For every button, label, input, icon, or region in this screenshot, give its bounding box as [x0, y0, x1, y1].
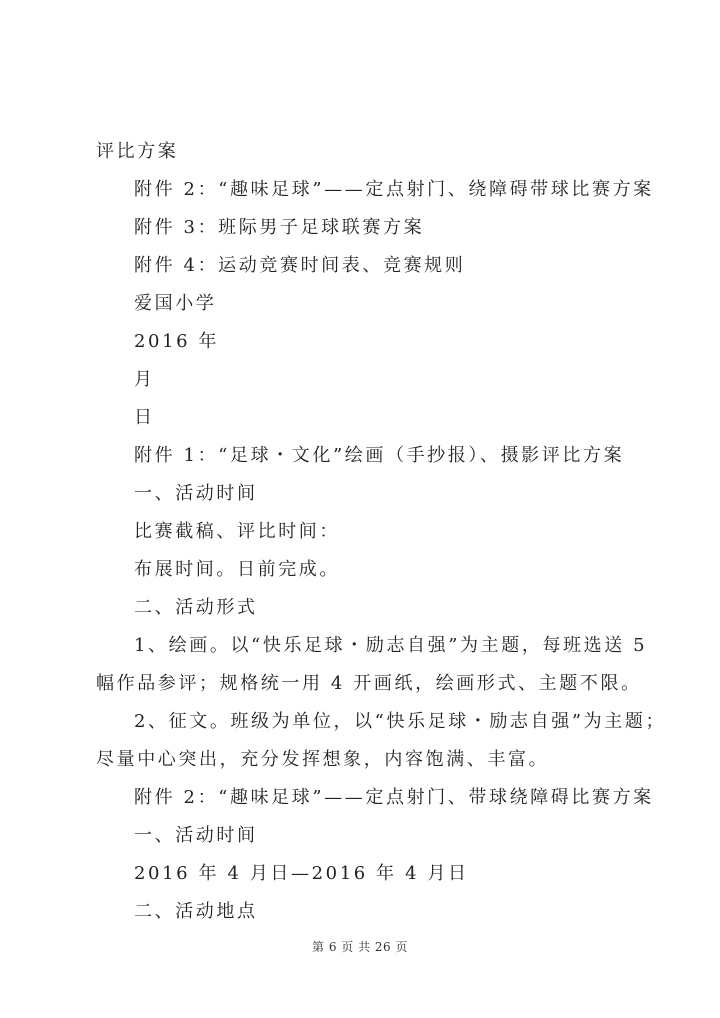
- text-line: 附件 1：“足球・文化”绘画（手抄报）、摄影评比方案: [134, 445, 625, 466]
- text-line: 爱国小学: [134, 293, 217, 314]
- text-line: 附件 2：“趣味足球”——定点射门、绕障碍带球比赛方案: [134, 179, 654, 200]
- text-line: 幅作品参评；规格统一用 4 开画纸，绘画形式、主题不限。: [96, 673, 642, 694]
- text-line: 1、绘画。以“快乐足球・励志自强”为主题，每班选送 5: [134, 635, 648, 656]
- text-line: 2、征文。班级为单位，以“快乐足球・励志自强”为主题；: [134, 711, 667, 732]
- text-line: 日: [134, 407, 155, 428]
- section-heading: 二、活动地点: [134, 901, 258, 922]
- text-line: 2016 年 4 月日—2016 年 4 月日: [134, 863, 469, 884]
- section-heading: 一、活动时间: [134, 825, 258, 846]
- text-line: 布展时间。日前完成。: [134, 559, 340, 580]
- text-line: 2016 年: [134, 331, 220, 352]
- page-number-footer: 第 6 页 共 26 页: [312, 940, 408, 954]
- text-line: 附件 3：班际男子足球联赛方案: [134, 217, 425, 238]
- document-body: [96, 133, 667, 931]
- text-line: 比赛截稿、评比时间：: [134, 521, 340, 542]
- text-line: 尽量中心突出，充分发挥想象，内容饱满、丰富。: [96, 749, 550, 770]
- text-line: 评比方案: [96, 141, 179, 162]
- text-line: 附件 2：“趣味足球”——定点射门、带球绕障碍比赛方案: [134, 787, 654, 808]
- section-heading: 二、活动形式: [134, 597, 258, 618]
- text-line: 月: [134, 369, 155, 390]
- text-line: 附件 4：运动竞赛时间表、竞赛规则: [134, 255, 466, 276]
- section-heading: 一、活动时间: [134, 483, 258, 504]
